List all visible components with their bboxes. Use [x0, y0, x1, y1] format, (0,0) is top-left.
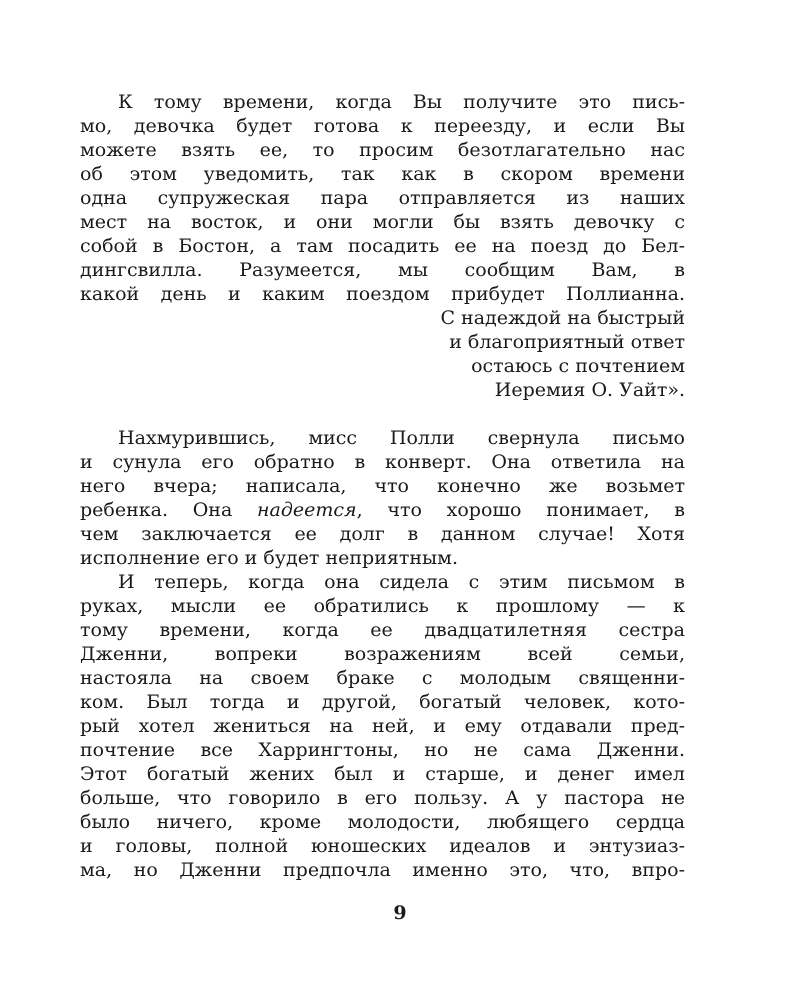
text-line: мест на восток, и они могли бы взять девочку с [80, 211, 685, 233]
text-line: об этом уведомить, так как в скором времени [80, 163, 685, 185]
text-line: мо, девочка будет готова к переезду, и если Вы [80, 115, 685, 137]
page-body [80, 90, 685, 882]
paragraph-1 [80, 426, 685, 570]
text-line: почтение все Харрингтоны, но не сама Дженни. [80, 739, 685, 761]
text-line: руках, мысли ее обратились к прошлому — к [80, 595, 685, 617]
paragraph-gap [80, 402, 685, 426]
letter-signature [80, 306, 685, 402]
text-line: рый хотел жениться на ней, и ему отдавали пред- [80, 715, 685, 737]
signature-line: остаюсь с почтением [471, 355, 685, 377]
text-line: можете взять ее, то просим безотлагательно нас [80, 139, 685, 161]
text-line: одна супружеская пара отправляется из наших [80, 187, 685, 209]
text-line: ма, но Дженни предпочла именно это, что, впро- [80, 859, 685, 881]
text-line [80, 498, 685, 522]
text-line: тому времени, когда ее двадцатилетняя сестра [80, 619, 685, 641]
text-line: настояла на своем браке с молодым священни- [80, 667, 685, 689]
text-line: Дженни, вопреки возражениям всей семьи, [80, 643, 685, 665]
italic-emphasis: надеется [257, 499, 357, 521]
signature-line: и благоприятный ответ [449, 331, 685, 353]
text-line: какой день и каким поездом прибудет Поллианна. [80, 283, 685, 305]
signature-line: С надеждой на быстрый [440, 307, 685, 329]
page-number: 9 [393, 902, 407, 924]
text-line: больше, что говорило в его пользу. А у пастора не [80, 787, 685, 809]
text-line: собой в Бостон, а там посадить ее на поезд до Бел- [80, 235, 685, 257]
text-line: него вчера; написала, что конечно же возьмет [80, 475, 685, 497]
text-line: было ничего, кроме молодости, любящего сердца [80, 811, 685, 833]
text-line: ком. Был тогда и другой, богатый человек, кото- [80, 691, 685, 713]
letter-text [80, 90, 685, 306]
paragraph-2 [80, 570, 685, 882]
text-line: и головы, полной юношеских идеалов и энтузиаз- [80, 835, 685, 857]
text-run: , что хорошо понимает, в [356, 499, 685, 521]
text-line: К тому времени, когда Вы получите это пись- [118, 91, 685, 113]
text-line: И теперь, когда она сидела с этим письмом в [118, 571, 685, 593]
signature-line: Иеремия О. Уайт». [494, 379, 685, 401]
text-line: исполнение его и будет неприятным. [80, 547, 458, 569]
text-line: и сунула его обратно в конверт. Она ответила на [80, 451, 685, 473]
text-line: чем заключается ее долг в данном случае! Хотя [80, 523, 685, 545]
text-line: Нахмурившись, мисс Полли свернула письмо [118, 427, 685, 449]
text-line: дингсвилла. Разумеется, мы сообщим Вам, в [80, 259, 685, 281]
text-run: ребенка. Она [80, 499, 258, 521]
text-line: Этот богатый жених был и старше, и денег имел [80, 763, 685, 785]
